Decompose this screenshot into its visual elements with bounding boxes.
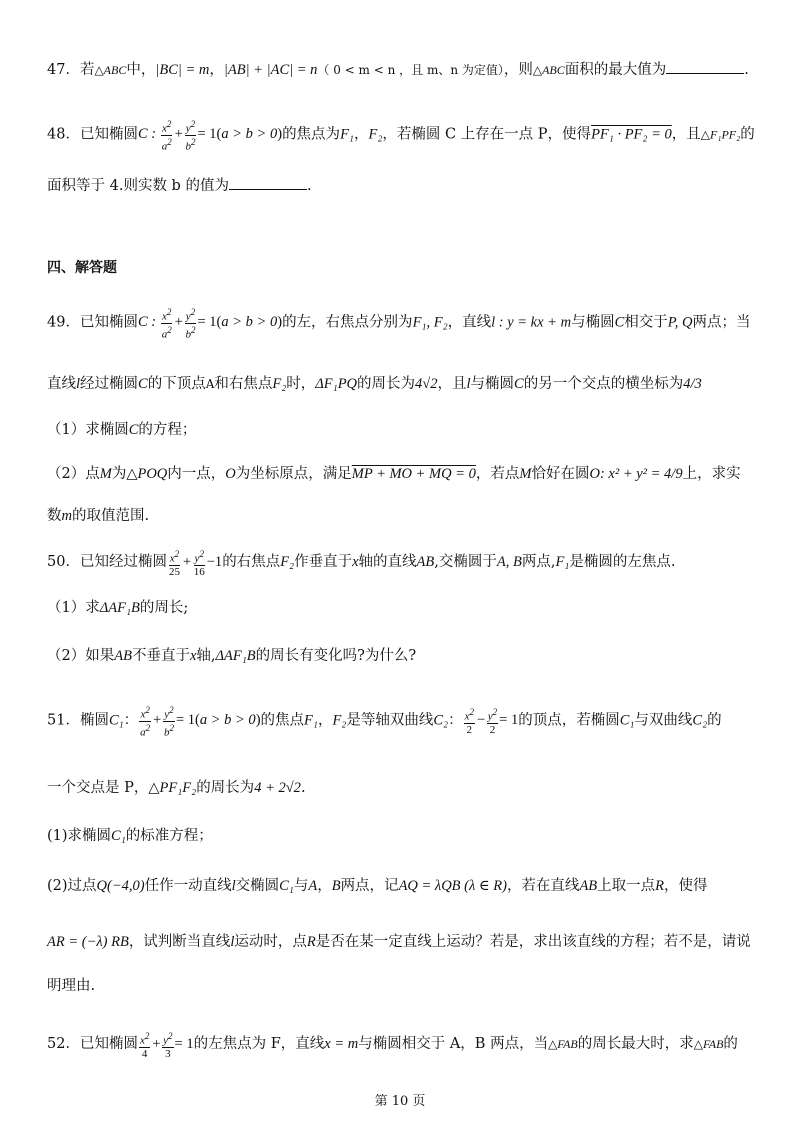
- q51-p2e: ，: [317, 878, 332, 894]
- q52-text2: 与椭圆相交于 A，B 两点，当: [358, 1036, 549, 1053]
- q51-p2c: 交椭圆: [235, 878, 280, 894]
- q52-text: 的左焦点为 F，直线: [193, 1036, 325, 1053]
- line-l-2: l: [466, 376, 471, 392]
- ellipse-c: C: [614, 314, 625, 331]
- q51-part2-line2: [47, 932, 760, 952]
- q50-number: 50．已知经过椭圆: [47, 554, 167, 571]
- ellipse-c-2: C: [138, 376, 148, 392]
- q49-text11: 的周长为: [357, 376, 416, 392]
- point-m: M: [99, 466, 112, 482]
- line-ab: AB: [416, 554, 435, 571]
- q50-part1: [47, 598, 760, 618]
- ellipse-equation-50: $\frac{x^2}{25}$ + $\frac{y^2}{16}$ −1: [168, 549, 223, 578]
- focus-f1: F₁: [340, 126, 354, 143]
- triangle-af1b: ΔAF₁B: [99, 600, 140, 616]
- q51-part1: [47, 826, 760, 846]
- line-ab-2: AB: [114, 648, 132, 664]
- section-title: 四、解答题: [47, 260, 117, 276]
- q47-number: 47．若: [47, 62, 95, 78]
- line-l-51: l: [231, 878, 236, 894]
- ellipse-equation-51: $\frac{x^2}{a^2}$ + $\frac{y^2}{b^2}$ = 1(a > b > 0): [140, 705, 261, 739]
- q52-text3: 的周长最大时，求: [577, 1036, 694, 1053]
- triangle-fab: △FAB: [548, 1037, 578, 1052]
- q50-part1-text: 的周长;: [139, 600, 189, 616]
- circle-equation: O: x² + y² = 4/9: [589, 466, 683, 482]
- q49-text5: 两点；当: [692, 314, 751, 331]
- q51-p2b: 任作一动直线: [144, 878, 232, 894]
- q49-text8: 的下顶点: [147, 376, 206, 392]
- q51-text5: 的顶点，若椭圆: [518, 712, 620, 729]
- vector-sum: MP + MO + MQ = 0: [351, 466, 476, 482]
- q52-text4: 的: [723, 1036, 738, 1053]
- q49-p2f: 恰好在圆: [531, 466, 590, 482]
- q51-text3: 是等轴双曲线: [346, 712, 434, 729]
- page-footer: 第 10 页: [374, 1094, 426, 1109]
- q48-text2: ，若椭圆 C 上存在一点 P，使得: [382, 126, 592, 143]
- triangle-abc: △ABC: [94, 63, 127, 77]
- perimeter: 4√2: [415, 376, 438, 392]
- q49-line1: [47, 306, 760, 340]
- focus-f1-51: F₁: [304, 712, 318, 729]
- q49-part1-label: （1）求椭圆: [47, 422, 129, 438]
- q50-part1-label: （1）求: [47, 600, 100, 616]
- vector-relation-2: AR = (−λ) RB: [47, 934, 129, 950]
- perimeter-51: 4 + 2√2: [254, 780, 301, 796]
- point-b: B: [331, 878, 341, 894]
- x-axis-2: x: [189, 648, 197, 664]
- q50-text3: 轴的直线: [358, 554, 417, 571]
- q50-p2c: 轴,: [196, 648, 216, 664]
- line-ab-51: AB: [579, 878, 598, 894]
- q49-p2h: 数: [47, 508, 62, 524]
- focus-f2-51: F₂: [332, 712, 347, 729]
- q49-part2-line1: [47, 464, 760, 484]
- vertex-a: A: [205, 377, 215, 391]
- q47-text3: 面积的最大值为: [564, 62, 667, 78]
- q51-p2d: 与: [293, 878, 309, 894]
- q49-text4: 相交于: [624, 314, 668, 331]
- point-q: Q(−4,0): [96, 878, 145, 894]
- q49-text12: ，且: [437, 376, 467, 392]
- q48-line2: [47, 176, 760, 196]
- q51-text8: 一个交点是 P，: [47, 780, 149, 796]
- ellipse-equation-52: $\frac{x^2}{4}$ + $\frac{y^2}{3}$ = 1: [139, 1031, 194, 1060]
- q51-number: 51．椭圆: [47, 712, 109, 729]
- q49-text6: 直线: [47, 376, 76, 392]
- q49-text9: 和右焦点: [214, 376, 273, 392]
- line-x-m: x = m: [324, 1036, 359, 1053]
- answer-blank-2[interactable]: [229, 177, 307, 190]
- q51-p2f: 两点，记: [340, 878, 399, 894]
- triangle-pf1f2: △PF₁F₂: [148, 780, 197, 796]
- q49-text: 的左，右焦点分别为: [282, 314, 413, 331]
- q49-p2b: 为: [111, 466, 127, 482]
- q49-p2i: 的取值范围.: [71, 508, 150, 524]
- q48-number: 48．已知椭圆: [47, 126, 138, 143]
- q51-line2: [47, 778, 760, 798]
- hyperbola-equation: $\frac{x^2}{2}$ − $\frac{y^2}{2}$ = 1: [464, 707, 519, 736]
- foci: F₁, F₂: [412, 314, 448, 331]
- dot-product: PF₁ · PF₂ = 0: [591, 126, 672, 143]
- q49-p2c: 内一点，: [167, 466, 226, 482]
- ellipse-equation: C : $\frac{x^2}{a^2}$ + $\frac{y^2}{b^2}$ = 1(a > b > 0): [137, 119, 283, 153]
- ab-ac-sum: |AB| + |AC| = n: [223, 62, 318, 78]
- hyperbola-c2-2: C₂: [692, 712, 708, 729]
- point-r-2: R: [306, 934, 316, 950]
- point-r: R: [655, 878, 665, 894]
- q51-text9: 的周长为: [196, 780, 255, 796]
- line-l-51-2: l: [230, 934, 235, 950]
- q51-colon2: ：: [448, 712, 463, 729]
- q50-text4: ,交椭圆于: [434, 554, 497, 571]
- q49-text10: 时，: [286, 376, 316, 392]
- q51-part1-text: 的标准方程；: [125, 828, 213, 844]
- point-m-2: M: [519, 466, 532, 482]
- line-l: l: [76, 376, 81, 392]
- q49-number: 49．已知椭圆: [47, 314, 138, 331]
- q49-text7: 经过椭圆: [80, 376, 139, 392]
- q47-condition: （ 0 < m < n ，且 m、n 为定值）: [317, 63, 504, 77]
- q51-p2g: ，若在直线: [506, 878, 580, 894]
- q49-p2e: ，若点: [475, 466, 520, 482]
- q47-text: 中，: [126, 62, 156, 78]
- q51-text6: 与双曲线: [634, 712, 693, 729]
- focus-f1-50: F₁: [555, 554, 570, 571]
- q49-part2-label: （2）点: [47, 466, 100, 482]
- q52-line1: [47, 1030, 760, 1060]
- q51-colon: ：: [123, 712, 139, 729]
- triangle-af1b-2: ΔAF₁B: [215, 648, 256, 664]
- ellipse-c-3: C: [514, 376, 524, 392]
- line-equation: l : y = kx + m: [491, 314, 572, 331]
- q52-number: 52．已知椭圆: [47, 1036, 138, 1053]
- q50-part2: [47, 646, 760, 666]
- q49-line2: [47, 374, 760, 394]
- q51-sep: ，: [317, 712, 333, 729]
- q51-p2k: 运动时，点: [234, 934, 307, 950]
- variable-m: m: [61, 508, 72, 524]
- q49-text14: 的另一个交点的横坐标为: [523, 376, 684, 392]
- q50-text2: 作垂直于: [294, 554, 353, 571]
- q50-text6: 是椭圆的左焦点.: [569, 554, 676, 571]
- q47-text2: ，则: [503, 62, 533, 78]
- q51-p2l: 是否在某一定直线上运动？若是，求出该直线的方程；若不是，请说: [315, 934, 751, 950]
- q49-text3: 与椭圆: [571, 314, 615, 331]
- point-a: A: [308, 878, 318, 894]
- bc-length: |BC| = m: [155, 62, 210, 78]
- q50-part2-label: （2）如果: [47, 648, 115, 664]
- q48-text5: 面积等于 4.则实数 b 的值为: [47, 178, 229, 194]
- q47-sep: ，: [209, 62, 224, 78]
- q48-line1: [47, 118, 760, 152]
- q51-part1-label: (1)求椭圆: [47, 828, 112, 844]
- q51-p2j: ，试判断当直线: [128, 934, 231, 950]
- abscissa-frac: 4/3: [683, 376, 702, 392]
- ellipse-equation-49: C : $\frac{x^2}{a^2}$ + $\frac{y^2}{b^2}$ = 1(a > b > 0): [137, 307, 283, 341]
- q51-part2-label: (2)过点: [47, 878, 97, 894]
- q48-text3: ，且: [671, 126, 701, 143]
- triangle-fab-2: △FAB: [693, 1037, 724, 1052]
- ellipse-c-4: C: [128, 422, 139, 438]
- q50-text5: 两点,: [521, 554, 556, 571]
- ellipse-c1-4: C₁: [279, 878, 294, 894]
- q49-part2-line2: [47, 506, 760, 526]
- q49-text13: 与椭圆: [470, 376, 515, 392]
- triangle-f1pf2: △F₁PF₂: [700, 127, 741, 142]
- q47-line: [47, 60, 760, 80]
- ellipse-c1-2: C₁: [619, 712, 635, 729]
- triangle-poq: △POQ: [126, 466, 168, 482]
- origin-o: O: [225, 466, 236, 482]
- triangle-f1pq: ΔF₁PQ: [315, 376, 358, 392]
- focus-f2-49: F₂: [272, 376, 287, 392]
- q48-sep: ，: [353, 126, 369, 143]
- ellipse-c1-3: C₁: [111, 828, 126, 844]
- q48-end: .: [306, 178, 312, 194]
- q51-text: 的焦点: [260, 712, 305, 729]
- q49-p2d: 为坐标原点，满足: [235, 466, 352, 482]
- triangle-abc-2: △ABC: [532, 63, 565, 77]
- q48-text: 的焦点为: [282, 126, 341, 143]
- q51-part2-line3: [47, 976, 760, 996]
- q51-p2h: 上取一点: [597, 878, 656, 894]
- q50-p2d: 的周长有变化吗?为什么?: [255, 648, 417, 664]
- ellipse-c1: C₁: [108, 712, 124, 729]
- q51-p2i: ，使得: [664, 878, 708, 894]
- q51-p2m: 明理由.: [47, 978, 96, 994]
- q51-text7: 的: [707, 712, 722, 729]
- points-ab: A, B: [496, 554, 522, 571]
- hyperbola-c2: C₂: [433, 712, 449, 729]
- x-axis: x: [352, 554, 359, 571]
- q50-p2b: 不垂直于: [131, 648, 190, 664]
- q50-text: 的右焦点: [222, 554, 281, 571]
- q51-part2-line1: [47, 876, 760, 896]
- focus-f2: F₂: [368, 126, 383, 143]
- points-pq: P, Q: [667, 314, 693, 331]
- q49-p2g: 上，求实: [682, 466, 741, 482]
- q47-end: .: [744, 62, 749, 78]
- q49-part1: [47, 420, 760, 440]
- q51-text10: .: [300, 780, 306, 796]
- q50-line1: [47, 548, 760, 578]
- q48-text4: 的: [740, 126, 755, 143]
- q49-text2: ，直线: [447, 314, 492, 331]
- q49-part1-text: 的方程；: [138, 422, 197, 438]
- vector-relation-1: AQ = λQB (λ ∈ R): [398, 878, 507, 894]
- q51-line1: [47, 704, 760, 738]
- focus-f2-50: F₂: [280, 554, 295, 571]
- answer-blank[interactable]: [666, 61, 744, 74]
